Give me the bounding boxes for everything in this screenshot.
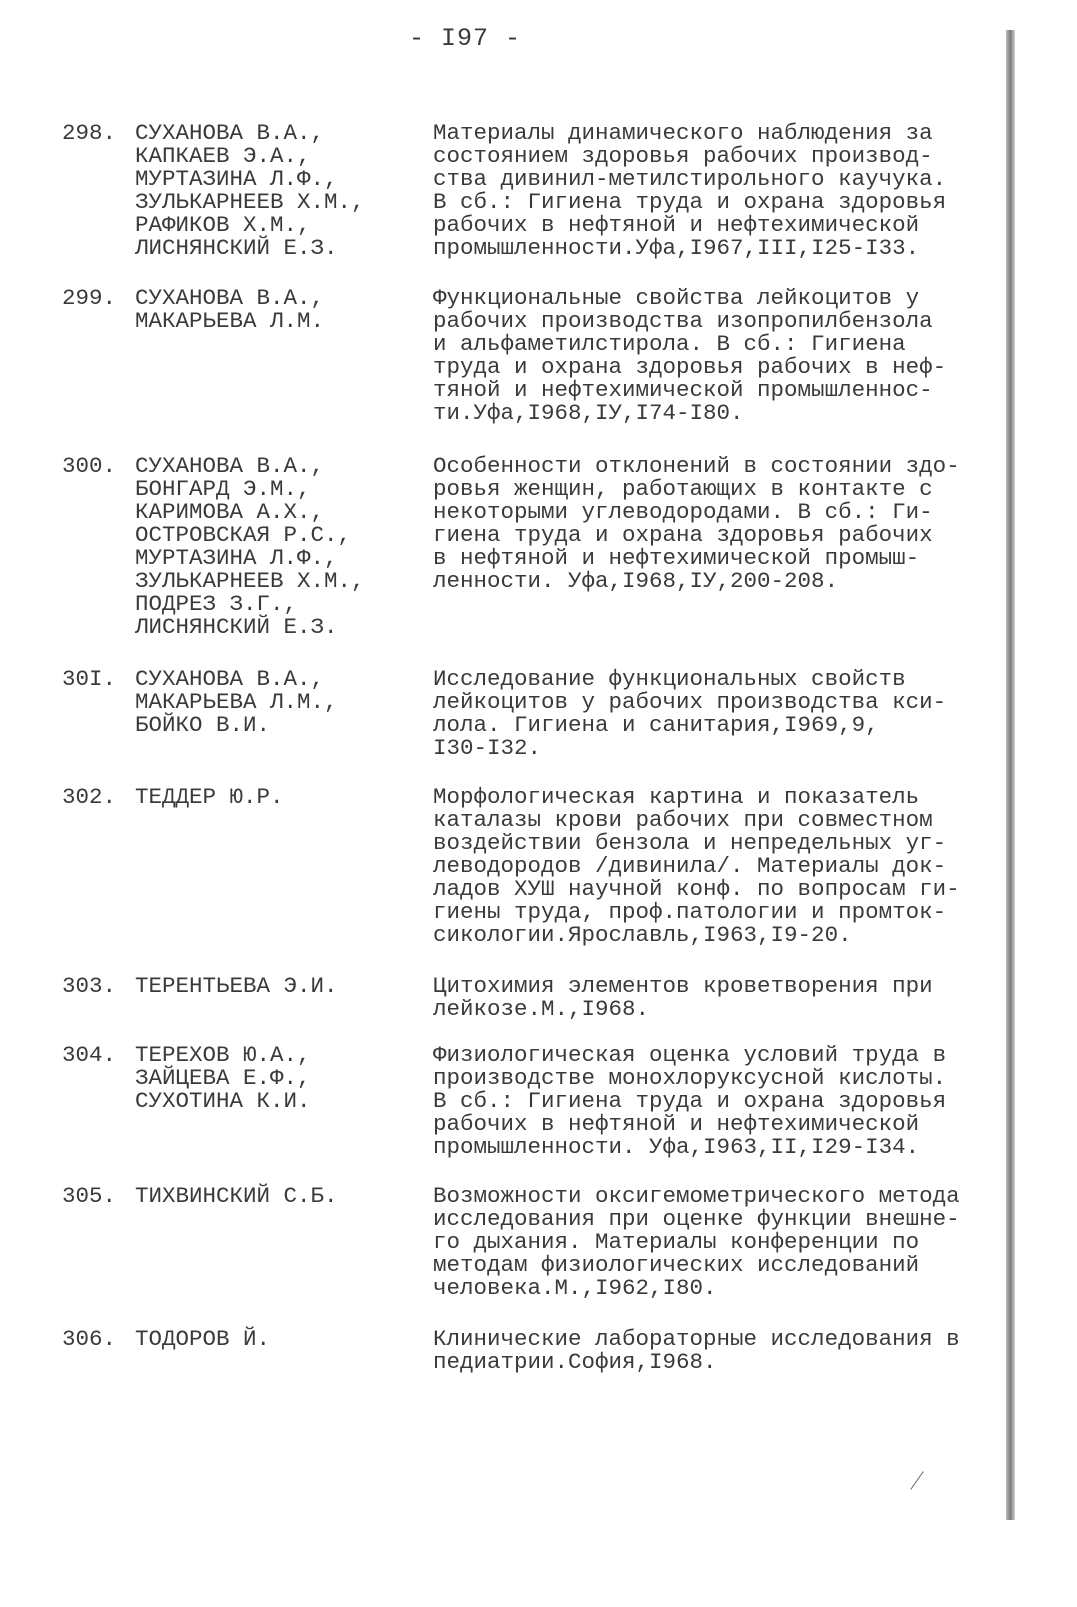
- entry-number: 306.: [62, 1326, 117, 1352]
- description-line: рабочих в нефтяной и нефтехимической: [433, 1111, 920, 1137]
- entry-authors: [135, 668, 415, 737]
- author: СУХАНОВА В.А.,: [135, 285, 325, 311]
- author: МУРТАЗИНА Л.Ф.,: [135, 166, 338, 192]
- author: ЛИСНЯНСКИЙ Е.З.: [135, 614, 338, 640]
- description-line: ства дивинил-метилстирольного каучука.: [433, 166, 947, 192]
- author: ТОДОРОВ Й.: [135, 1326, 271, 1352]
- description-line: производстве монохлоруксусной кислоты.: [433, 1065, 947, 1091]
- entry-description: [433, 786, 1011, 947]
- entry-authors: [135, 786, 415, 809]
- entry-number: 298.: [62, 120, 117, 146]
- entry-authors: [135, 122, 415, 260]
- description-line: сикологии.Ярославль,I963,I9-20.: [433, 922, 852, 948]
- description-line: ленности. Уфа,I968,IУ,200-208.: [433, 568, 839, 594]
- description-line: ладов ХУШ научной конф. по вопросам ги-: [433, 876, 960, 902]
- entry-authors: [135, 1328, 415, 1351]
- author: ТЕРЕНТЬЕВА Э.И.: [135, 973, 338, 999]
- description-line: ти.Уфа,I968,IУ,I74-I80.: [433, 400, 744, 426]
- author: РАФИКОВ Х.М.,: [135, 212, 311, 238]
- description-line: воздействии бензола и непредельных уг-: [433, 830, 947, 856]
- author: СУХАНОВА В.А.,: [135, 453, 325, 479]
- description-line: лола. Гигиена и санитария,I969,9,: [433, 712, 879, 738]
- description-line: Возможности оксигемометрического метода: [433, 1183, 960, 1209]
- description-line: В сб.: Гигиена труда и охрана здоровья: [433, 1088, 947, 1114]
- description-line: лейкозе.М.,I968.: [433, 996, 650, 1022]
- description-line: го дыхания. Материалы конференции по: [433, 1229, 920, 1255]
- description-line: каталазы крови рабочих при совместном: [433, 807, 933, 833]
- entry-authors: [135, 455, 415, 639]
- author: ЗУЛЬКАРНЕЕВ Х.М.,: [135, 568, 365, 594]
- author: БОЙКО В.И.: [135, 712, 271, 738]
- entry-description: [433, 287, 1011, 425]
- description-line: Функциональные свойства лейкоцитов у: [433, 285, 920, 311]
- page-number: - I97 -: [408, 24, 522, 53]
- description-line: Морфологическая картина и показатель: [433, 784, 920, 810]
- entry-description: [433, 1328, 1011, 1374]
- entry-authors: [135, 1185, 415, 1208]
- description-line: Особенности отклонений в состоянии здо-: [433, 453, 960, 479]
- entry-authors: [135, 975, 415, 998]
- entry-authors: [135, 287, 415, 333]
- author: ЗАЙЦЕВА Е.Ф.,: [135, 1065, 311, 1091]
- entry-number: 302.: [62, 784, 117, 810]
- author: ТЕДДЕР Ю.Р.: [135, 784, 284, 810]
- author: ЛИСНЯНСКИЙ Е.З.: [135, 235, 338, 261]
- description-line: человека.М.,I962,I80.: [433, 1275, 717, 1301]
- description-line: педиатрии.София,I968.: [433, 1349, 717, 1375]
- author: МУРТАЗИНА Л.Ф.,: [135, 545, 338, 571]
- entry-description: [433, 1044, 1011, 1159]
- entry-number: 300.: [62, 453, 117, 479]
- description-line: рабочих производства изопропилбензола: [433, 308, 933, 334]
- entry-number: 299.: [62, 285, 117, 311]
- description-line: состоянием здоровья рабочих производ-: [433, 143, 933, 169]
- description-line: в нефтяной и нефтехимической промыш-: [433, 545, 920, 571]
- description-line: тяной и нефтехимической промышленнос-: [433, 377, 933, 403]
- author: ПОДРЕЗ З.Г.,: [135, 591, 298, 617]
- author: ТИХВИНСКИЙ С.Б.: [135, 1183, 338, 1209]
- description-line: I30-I32.: [433, 735, 542, 761]
- author: МАКАРЬЕВА Л.М.: [135, 308, 325, 334]
- description-line: промышленности.Уфа,I967,III,I25-I33.: [433, 235, 920, 261]
- author: КАПКАЕВ Э.А.,: [135, 143, 311, 169]
- entry-description: [433, 975, 1011, 1021]
- entry-number: 304.: [62, 1042, 117, 1068]
- description-line: леводородов /дивинила/. Материалы док-: [433, 853, 947, 879]
- description-line: труда и охрана здоровья рабочих в неф-: [433, 354, 947, 380]
- description-line: лейкоцитов у рабочих производства кси-: [433, 689, 947, 715]
- description-line: Физиологическая оценка условий труда в: [433, 1042, 947, 1068]
- description-line: гиены труда, проф.патологии и промток-: [433, 899, 947, 925]
- description-line: гиена труда и охрана здоровья рабочих: [433, 522, 933, 548]
- entry-number: 303.: [62, 973, 117, 999]
- description-line: и альфаметилстирола. В сб.: Гигиена: [433, 331, 906, 357]
- author: МАКАРЬЕВА Л.М.,: [135, 689, 338, 715]
- entry-authors: [135, 1044, 415, 1113]
- description-line: Исследование функциональных свойств: [433, 666, 906, 692]
- description-line: некоторыми углеводородами. В сб.: Ги-: [433, 499, 933, 525]
- author: СУХАНОВА В.А.,: [135, 666, 325, 692]
- author: КАРИМОВА А.Х.,: [135, 499, 325, 525]
- author: СУХАНОВА В.А.,: [135, 120, 325, 146]
- description-line: методам физиологических исследований: [433, 1252, 920, 1278]
- entry-description: [433, 455, 1011, 593]
- author: ТЕРЕХОВ Ю.А.,: [135, 1042, 311, 1068]
- description-line: Цитохимия элементов кроветворения при: [433, 973, 933, 999]
- description-line: В сб.: Гигиена труда и охрана здоровья: [433, 189, 947, 215]
- entry-number: 305.: [62, 1183, 117, 1209]
- description-line: Материалы динамического наблюдения за: [433, 120, 933, 146]
- entry-description: [433, 668, 1011, 760]
- entry-description: [433, 122, 1011, 260]
- entry-number: 30I.: [62, 666, 117, 692]
- pen-mark: [910, 1471, 923, 1490]
- author: ЗУЛЬКАРНЕЕВ Х.М.,: [135, 189, 365, 215]
- description-line: промышленности. Уфа,I963,II,I29-I34.: [433, 1134, 920, 1160]
- description-line: рабочих в нефтяной и нефтехимической: [433, 212, 920, 238]
- author: СУХОТИНА К.И.: [135, 1088, 311, 1114]
- description-line: исследования при оценке функции внешне-: [433, 1206, 960, 1232]
- entry-description: [433, 1185, 1011, 1300]
- description-line: ровья женщин, работающих в контакте с: [433, 476, 933, 502]
- description-line: Клинические лабораторные исследования в: [433, 1326, 960, 1352]
- author: БОНГАРД Э.М.,: [135, 476, 311, 502]
- author: ОСТРОВСКАЯ Р.С.,: [135, 522, 352, 548]
